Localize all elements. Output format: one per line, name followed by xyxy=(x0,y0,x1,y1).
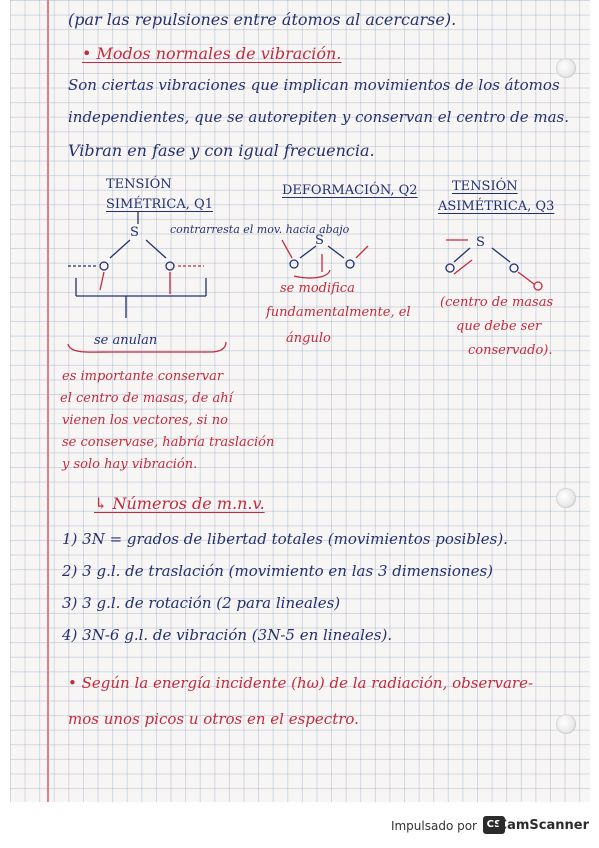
def-title: DEFORMACIÓN, Q2 xyxy=(282,183,418,198)
text-line: independientes, que se autorepiten y conservan el centro de mas. xyxy=(68,108,570,126)
asym-title: ASIMÉTRICA, Q3 xyxy=(438,199,555,214)
text-line: Vibran en fase y con igual frecuencia. xyxy=(68,141,375,160)
cancel-note: se anulan xyxy=(94,333,158,348)
numbers-item: 2) 3 g.l. de traslación (movimiento en las 3 dimensiones) xyxy=(62,562,494,580)
powered-by-text: Impulsado por xyxy=(390,819,477,833)
asym-note: conservado). xyxy=(468,343,553,358)
sym-title: TENSIÓN xyxy=(106,177,172,192)
important-note: y solo hay vibración. xyxy=(62,457,198,472)
numbers-item: 1) 3N = grados de libertad totales (movimientos posibles). xyxy=(62,530,508,548)
asym-title: TENSIÓN xyxy=(452,179,518,194)
important-note: es importante conservar xyxy=(62,369,224,384)
numbers-heading: ↳ Números de m.n.v. xyxy=(94,494,265,513)
text-line: (par las repulsiones entre átomos al acercarse). xyxy=(68,10,457,29)
numbers-item: 4) 3N-6 g.l. de vibración (3N-5 en lineales). xyxy=(62,626,393,644)
s-atom-label: S xyxy=(130,225,139,240)
asym-note: que debe ser xyxy=(456,319,542,334)
footer xyxy=(0,812,599,848)
sym-title: SIMÉTRICA, Q1 xyxy=(106,197,213,212)
camscanner-logo-icon: CS xyxy=(483,816,505,834)
important-note: vienen los vectores, si no xyxy=(62,413,228,428)
brand-name: CamScanner xyxy=(497,818,589,833)
punch-hole xyxy=(556,714,576,734)
s-atom-label: S xyxy=(476,235,485,250)
important-note: se conservase, habría traslación xyxy=(62,435,275,450)
numbers-item: 3) 3 g.l. de rotación (2 para lineales) xyxy=(62,594,341,612)
bullet-line: mos unos picos u otros en el espectro. xyxy=(68,710,359,728)
deformation-diagram xyxy=(282,240,368,278)
asym-note: (centro de masas xyxy=(440,295,554,310)
sym-note: contrarresta el mov. hacia abajo xyxy=(170,223,350,236)
def-note: ángulo xyxy=(286,331,331,346)
s-atom-label: S xyxy=(315,233,324,248)
important-note: el centro de masas, de ahí xyxy=(60,391,233,406)
section-heading: • Modos normales de vibración. xyxy=(82,44,342,63)
text-line: Son ciertas vibraciones que implican movimientos de los átomos xyxy=(68,76,560,94)
bullet-line: • Según la energía incidente (hω) de la radiación, observare- xyxy=(68,674,534,692)
punch-hole xyxy=(556,488,576,508)
def-note: se modifica xyxy=(280,281,355,296)
asym-stretch-diagram xyxy=(446,240,542,290)
notebook-page xyxy=(10,0,590,802)
def-note: fundamentalmente, el xyxy=(266,305,411,320)
